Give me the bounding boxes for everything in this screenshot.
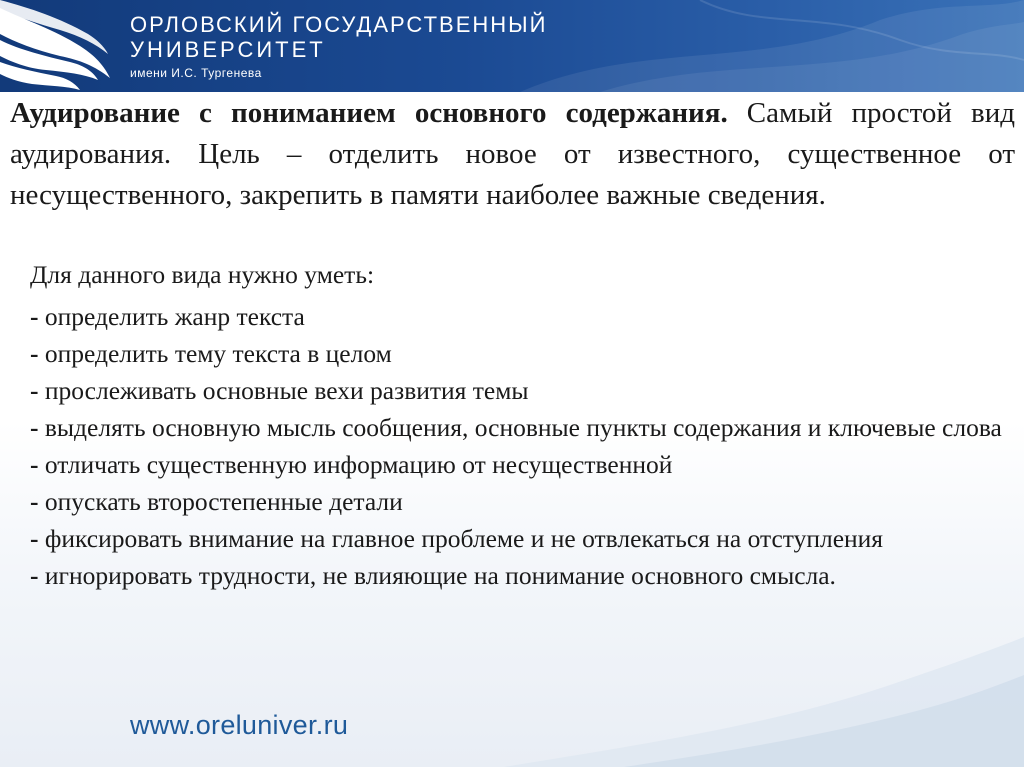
list-item	[30, 487, 1010, 516]
header-banner	[0, 0, 1024, 92]
list-dash: -	[30, 413, 45, 442]
list-item-text: выделять основную мысль сообщения, основные пункты содержания и ключевые слова	[44, 413, 1002, 442]
university-name-line-1: ОРЛОВСКИЙ ГОСУДАРСТВЕННЫЙ	[130, 12, 548, 37]
list-item-text: игнорировать трудности, не влияющие на понимание основного смысла.	[44, 561, 836, 590]
university-name-line-2: УНИВЕРСИТЕТ	[130, 37, 326, 62]
list-item	[30, 302, 1010, 331]
list-item-text: определить жанр текста	[44, 302, 305, 331]
list-item	[30, 413, 1010, 442]
intro-text: Самый простой вид аудирования. Цель – отделить новое от известного, существенное от несущественного, закрепить в памяти наиболее важные сведения.	[10, 97, 1015, 211]
skills-list-lead: Для данного вида нужно уметь:	[30, 260, 375, 289]
university-name-line-3: имени И.С. Тургенева	[130, 66, 262, 80]
footer-swoosh-decoration	[504, 637, 1024, 767]
intro-paragraph	[10, 93, 1015, 216]
list-dash: -	[30, 487, 45, 516]
list-dash: -	[30, 376, 45, 405]
skills-list	[30, 256, 1010, 590]
list-item-text: определить тему текста в целом	[44, 339, 392, 368]
list-dash: -	[30, 524, 45, 553]
list-dash: -	[30, 450, 45, 479]
list-dash: -	[30, 339, 45, 368]
list-dash: -	[30, 302, 45, 331]
website-link[interactable]: www.oreluniver.ru	[130, 710, 349, 740]
intro-bold-heading: Аудирование с пониманием основного содержания.	[10, 97, 728, 129]
list-item	[30, 524, 1010, 553]
eagle-wing-logo-icon	[0, 0, 118, 92]
list-item	[30, 450, 1010, 479]
list-item	[30, 561, 1010, 590]
list-item	[30, 376, 1010, 405]
list-item	[30, 339, 1010, 368]
list-item-text: опускать второстепенные детали	[44, 487, 403, 516]
list-dash: -	[30, 561, 45, 590]
list-item-text: отличать существенную информацию от несущественной	[44, 450, 673, 479]
list-item-text: фиксировать внимание на главное проблеме и не отвлекаться на отступления	[44, 524, 884, 553]
list-item-text: прослеживать основные вехи развития темы	[44, 376, 529, 405]
